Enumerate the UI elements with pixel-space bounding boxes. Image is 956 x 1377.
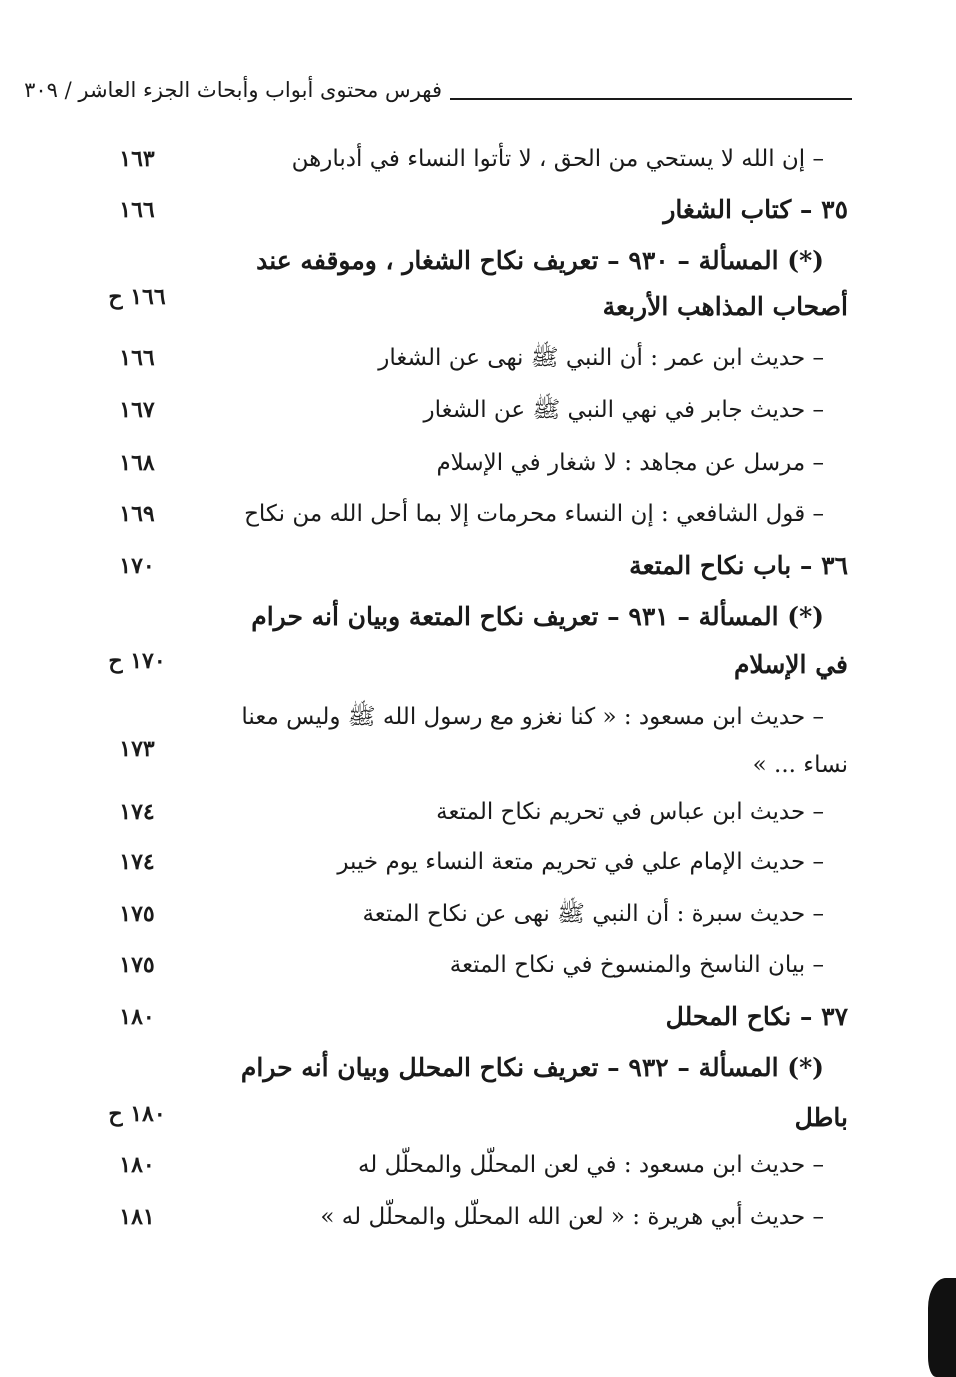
toc-page-number: ١٧٠ ح (108, 648, 166, 674)
toc-entry-text: – حديث الإمام علي في تحريم متعة النساء يوم خيبر (337, 849, 824, 875)
toc-entry-text: – إن الله لا يستحي من الحق ، لا تأتوا النساء في أدبارهن (291, 146, 824, 172)
toc-entry-text: – حديث جابر في نهي النبي ﷺ عن الشغار (423, 397, 824, 423)
toc-page-number: ١٦٦ ح (108, 284, 166, 310)
issue-heading: (*) المسألة – ٩٣٠ – تعريف نكاح الشغار ، وموقفه عند (256, 246, 824, 275)
toc-page-number: ١٦٣ (119, 146, 155, 172)
toc-page-number: ١٨٠ (119, 1152, 155, 1178)
toc-entry-text: – حديث سبرة : أن النبي ﷺ نهى عن نكاح المتعة (362, 901, 824, 927)
toc-entry-text: – حديث ابن مسعود : في لعن المحلّل والمحلّل له (357, 1152, 824, 1178)
toc-page-number: ١٧٤ (119, 799, 155, 825)
chapter-heading: ٣٧ – نكاح المحلل (665, 1002, 848, 1031)
toc-page-number: ١٦٧ (119, 397, 155, 423)
toc-page-number: ١٧٠ (119, 553, 155, 579)
issue-heading: (*) المسألة – ٩٣٢ – تعريف نكاح المحلل وبيان أنه حرام (240, 1053, 824, 1082)
toc-page-number: ١٧٥ (119, 952, 155, 978)
toc-page-number: ١٦٦ (119, 197, 155, 223)
toc-entry-text: – بيان الناسخ والمنسوخ في نكاح المتعة (449, 952, 824, 978)
toc-entry-text: – حديث أبي هريرة : « لعن الله المحلّل والمحلّل له » (320, 1204, 824, 1230)
issue-heading-continued: باطل (794, 1103, 848, 1132)
scan-edge-shadow (928, 1278, 956, 1377)
issue-heading: (*) المسألة – ٩٣١ – تعريف نكاح المتعة وبيان أنه حرام (251, 602, 824, 631)
toc-entry-text: – حديث ابن مسعود : « كنا نغزو مع رسول الله ﷺ وليس معنا (241, 704, 824, 730)
toc-page-number: ١٦٨ (119, 450, 155, 476)
toc-entry-text: – مرسل عن مجاهد : لا شغار في الإسلام (436, 450, 824, 476)
header-rule (450, 98, 852, 100)
toc-entry-text: – قول الشافعي : إن النساء محرمات إلا بما أحل الله من نكاح (244, 501, 824, 527)
toc-page-number: ١٦٦ (119, 345, 155, 371)
toc-page-number: ١٨٠ ح (108, 1101, 166, 1127)
toc-page-number: ١٨٠ (119, 1004, 155, 1030)
toc-page-number: ١٧٥ (119, 901, 155, 927)
toc-page-number: ١٦٩ (119, 501, 155, 527)
toc-entry-text-continued: نساء ... » (752, 752, 848, 778)
toc-page-number: ١٨١ (119, 1204, 155, 1230)
toc-page-number: ١٧٣ (119, 736, 155, 762)
toc-entry-text: – حديث ابن عمر : أن النبي ﷺ نهى عن الشغار (378, 345, 824, 371)
running-header (24, 72, 852, 112)
toc-entry-text: – حديث ابن عباس في تحريم نكاح المتعة (436, 799, 824, 825)
chapter-heading: ٣٦ – باب نكاح المتعة (629, 551, 848, 580)
header-text: فهرس محتوى أبواب وأبحاث الجزء العاشر / ٣٠٩ (24, 78, 442, 102)
toc-page-number: ١٧٤ (119, 849, 155, 875)
issue-heading-continued: في الإسلام (733, 650, 848, 679)
issue-heading-continued: أصحاب المذاهب الأربعة (602, 292, 848, 321)
chapter-heading: ٣٥ – كتاب الشغار (663, 195, 848, 224)
